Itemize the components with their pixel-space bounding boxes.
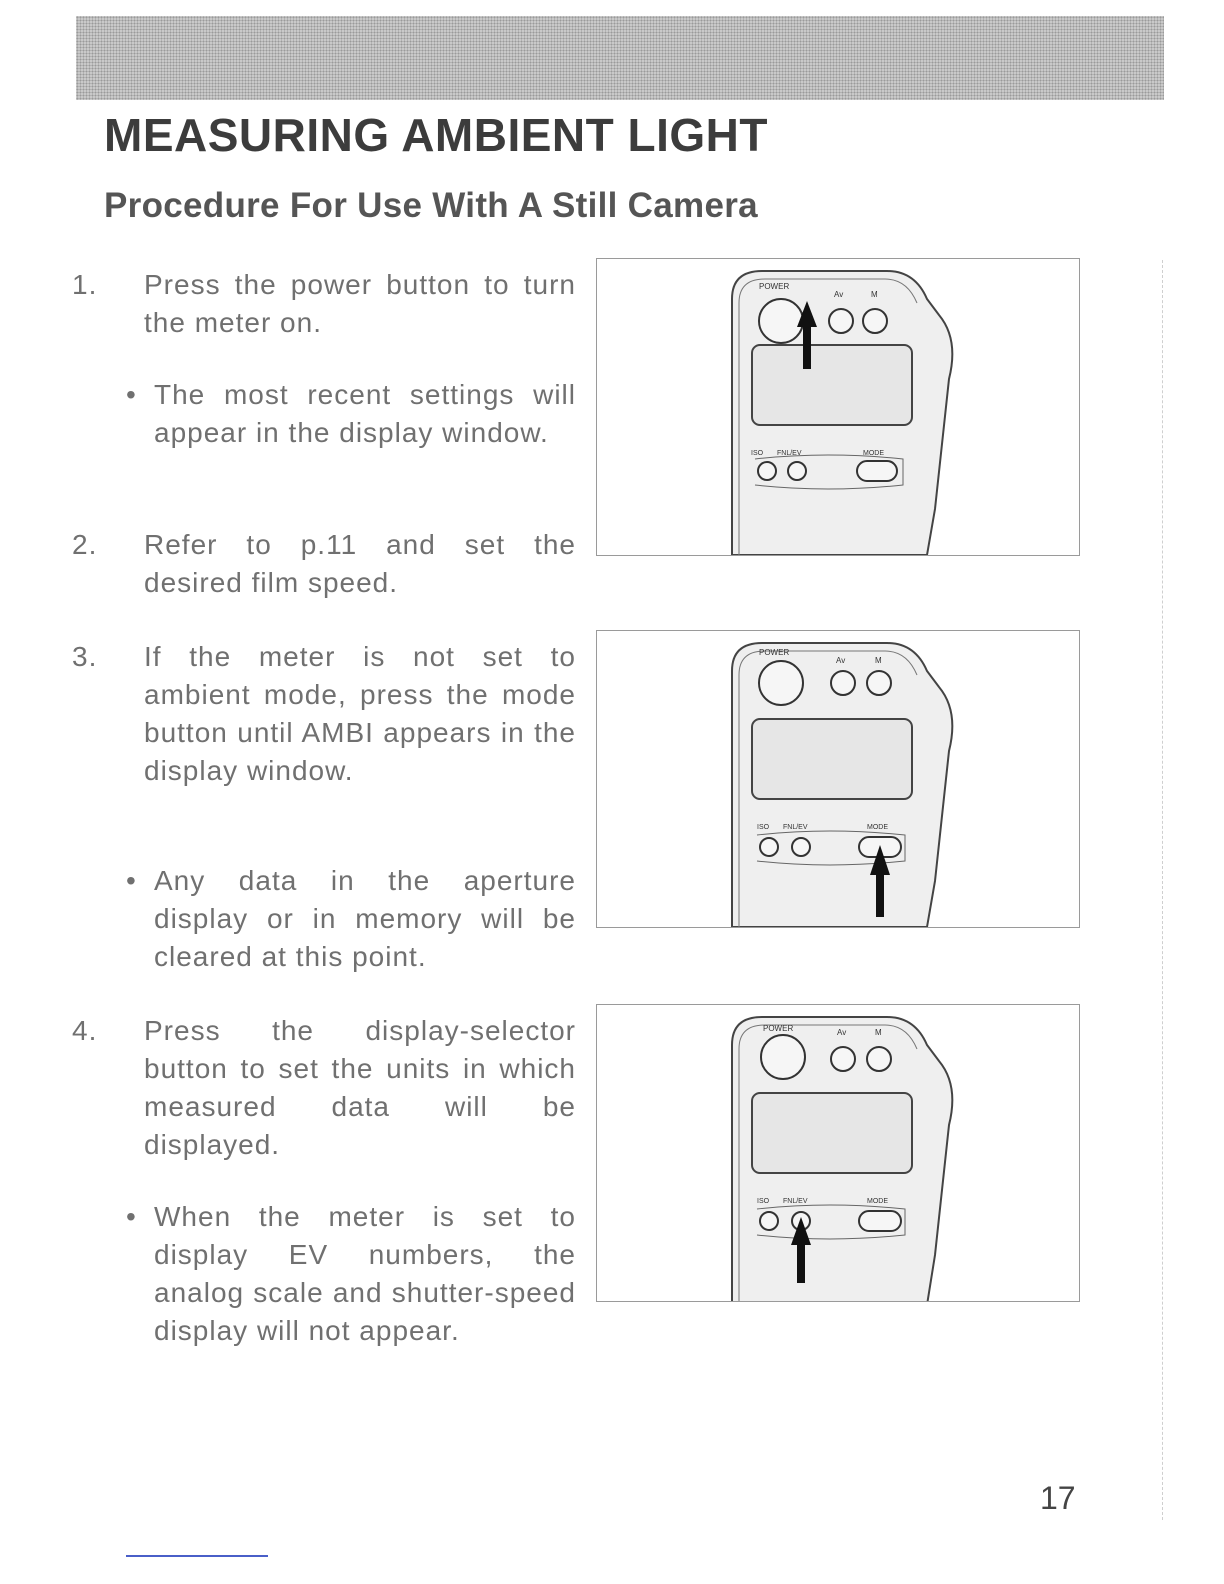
figure-mode-button [596,630,1080,928]
step-text: Refer to p.11 and set the desired film speed. [144,529,576,598]
page-edge-line [1162,260,1163,1520]
power-label: POWER [759,282,790,291]
bullet-icon: • [126,379,137,410]
step-number: 1. [72,269,98,300]
step-4-note [104,1198,576,1350]
page-title: MEASURING AMBIENT LIGHT [104,109,768,161]
footer-rule [126,1555,268,1557]
av-label: Av [837,1028,847,1037]
figure-power-button [596,258,1080,556]
header-band [76,16,1164,100]
step-number: 4. [72,1015,98,1046]
step-number: 2. [72,529,98,560]
fnl-ev-label: FNL/EV [783,824,808,831]
step-2 [72,526,576,602]
step-1 [72,266,576,342]
bullet-icon: • [126,1201,137,1232]
step-text: Press the display-selector button to set the units in which measured data will be displayed. [144,1015,576,1160]
light-meter-illustration [597,631,1079,927]
step-text: Press the power button to turn the meter on. [144,269,576,338]
step-1-note [104,376,576,452]
step-3 [72,638,576,790]
iso-label: ISO [757,1198,770,1205]
m-label: M [871,290,878,299]
fnl-ev-label: FNL/EV [777,450,802,457]
power-label: POWER [759,648,790,657]
note-text: When the meter is set to display EV numbers, the analog scale and shutter-speed display will not appear. [154,1201,576,1346]
av-label: Av [834,290,844,299]
figure-display-selector [596,1004,1080,1302]
note-text: The most recent settings will appear in the display window. [154,379,576,448]
note-text: Any data in the aperture display or in memory will be cleared at this point. [154,865,576,972]
bullet-icon: • [126,865,137,896]
step-number: 3. [72,641,98,672]
m-label: M [875,656,882,665]
fnl-ev-label: FNL/EV [783,1198,808,1205]
iso-label: ISO [757,824,770,831]
mode-label: MODE [867,824,888,831]
light-meter-illustration [597,259,1079,555]
light-meter-illustration [597,1005,1079,1302]
page-number: 17 [1040,1480,1076,1516]
power-label: POWER [763,1024,794,1033]
step-3-note [104,862,576,976]
av-label: Av [836,656,846,665]
step-text: If the meter is not set to ambient mode, press the mode button until AMBI appears in the display window. [144,641,576,786]
mode-label: MODE [863,450,884,457]
mode-label: MODE [867,1198,888,1205]
page-subtitle: Procedure For Use With A Still Camera [104,186,758,225]
m-label: M [875,1028,882,1037]
step-4 [72,1012,576,1164]
iso-label: ISO [751,450,764,457]
